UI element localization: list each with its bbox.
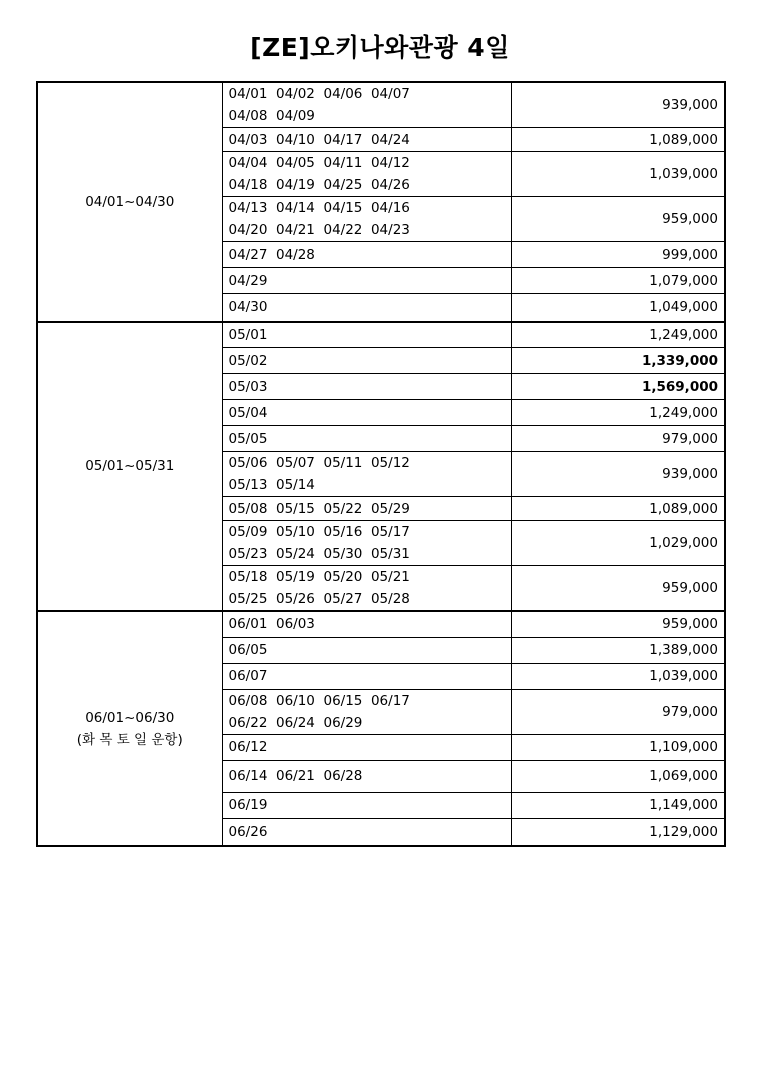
price-cell: 1,109,000 [511,734,725,760]
departure-dates-cell [222,322,511,348]
table-row [37,82,725,128]
departure-dates-cell [222,497,511,521]
price-cell: 1,089,000 [511,497,725,521]
departure-dates-line: 05/03 [228,378,268,395]
departure-dates-cell [222,760,511,792]
departure-dates-line: 06/08 06/10 06/15 06/17 [228,692,410,709]
price-cell: 979,000 [511,689,725,734]
departure-dates-line: 05/05 [228,430,268,447]
price-cell: 1,249,000 [511,322,725,348]
departure-dates-line: 05/06 05/07 05/11 05/12 [228,455,410,471]
departure-dates-cell [222,611,511,637]
fare-table [36,81,726,847]
period-range: 04/01~04/30 [85,193,175,210]
price-cell: 959,000 [511,197,725,242]
fare-table-body [37,82,725,846]
period-range-cell [37,322,222,612]
period-note: (화 목 토 일 운항) [76,731,183,748]
departure-dates-line: 04/04 04/05 04/11 04/12 [228,155,410,171]
departure-dates-line: 05/01 [228,326,268,343]
departure-dates-cell [222,82,511,128]
price-cell: 979,000 [511,426,725,452]
price-cell: 939,000 [511,452,725,497]
departure-dates-cell [222,197,511,242]
departure-dates-cell [222,294,511,322]
departure-dates-line: 06/19 [228,797,268,813]
departure-dates-line: 04/08 04/09 [228,108,315,124]
page-title: [ZE]오키나와관광 4일 [250,33,510,62]
departure-dates-line: 04/01 04/02 04/06 04/07 [228,86,410,102]
departure-dates-cell [222,242,511,268]
departure-dates-cell [222,128,511,152]
departure-dates-line: 06/07 [228,668,268,684]
departure-dates-line: 06/01 06/03 [228,616,315,633]
price-cell: 1,039,000 [511,663,725,689]
period-range-cell [37,82,222,322]
departure-dates-line: 05/08 05/15 05/22 05/29 [228,500,410,517]
price-cell: 1,069,000 [511,760,725,792]
departure-dates-cell [222,426,511,452]
departure-dates-line: 04/03 04/10 04/17 04/24 [228,131,410,148]
departure-dates-line: 04/13 04/14 04/15 04/16 [228,200,410,216]
price-cell: 1,029,000 [511,521,725,566]
departure-dates-cell [222,152,511,197]
departure-dates-line: 04/30 [228,299,268,316]
departure-dates-cell [222,566,511,612]
departure-dates-cell [222,452,511,497]
departure-dates-cell [222,637,511,663]
departure-dates-cell [222,268,511,294]
price-cell: 1,339,000 [511,348,725,374]
departure-dates-line: 04/29 [228,272,268,289]
departure-dates-cell [222,663,511,689]
period-range: 06/01~06/30 [85,709,175,726]
departure-dates-line: 05/04 [228,404,268,421]
departure-dates-cell [222,689,511,734]
departure-dates-line: 05/02 [228,352,268,369]
departure-dates-cell [222,374,511,400]
period-range-cell [37,611,222,846]
departure-dates-line: 05/09 05/10 05/16 05/17 [228,524,410,540]
departure-dates-line: 05/18 05/19 05/20 05/21 [228,569,410,585]
price-cell: 1,049,000 [511,294,725,322]
departure-dates-line: 06/26 [228,823,268,840]
price-cell: 1,149,000 [511,792,725,818]
price-cell: 1,079,000 [511,268,725,294]
table-row [37,322,725,348]
price-cell: 939,000 [511,82,725,128]
departure-dates-cell [222,734,511,760]
departure-dates-line: 05/23 05/24 05/30 05/31 [228,546,410,562]
departure-dates-cell [222,818,511,846]
departure-dates-line: 04/27 04/28 [228,246,315,263]
price-cell: 1,129,000 [511,818,725,846]
price-cell: 1,039,000 [511,152,725,197]
price-cell: 1,249,000 [511,400,725,426]
price-cell: 999,000 [511,242,725,268]
departure-dates-line: 04/18 04/19 04/25 04/26 [228,177,410,193]
departure-dates-cell [222,348,511,374]
price-cell: 1,389,000 [511,637,725,663]
departure-dates-cell [222,400,511,426]
departure-dates-line: 05/25 05/26 05/27 05/28 [228,591,410,607]
departure-dates-line: 04/20 04/21 04/22 04/23 [228,222,410,238]
departure-dates-line: 06/05 [228,642,268,658]
price-cell: 1,569,000 [511,374,725,400]
departure-dates-line: 06/22 06/24 06/29 [228,714,363,731]
departure-dates-line: 05/13 05/14 [228,477,315,493]
departure-dates-cell [222,521,511,566]
departure-dates-line: 06/14 06/21 06/28 [228,768,363,784]
period-range: 05/01~05/31 [85,458,175,475]
departure-dates-line: 06/12 [228,739,268,755]
price-cell: 959,000 [511,611,725,637]
table-row [37,611,725,637]
departure-dates-cell [222,792,511,818]
price-cell: 959,000 [511,566,725,612]
price-cell: 1,089,000 [511,128,725,152]
